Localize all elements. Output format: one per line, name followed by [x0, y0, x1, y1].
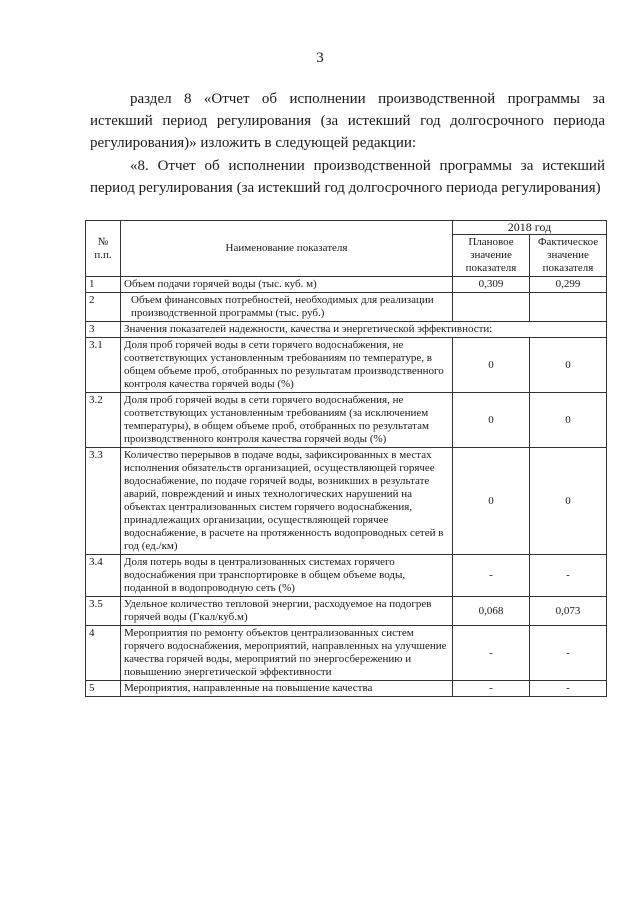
- row-section-title: Значения показателей надежности, качества и энергетической эффективности:: [121, 322, 607, 338]
- row-plan: [453, 293, 530, 322]
- row-name: Мероприятия по ремонту объектов централизованных систем горячего водоснабжения, мероприятий, направленных на улучшение качества горячей воды, мероприятий по энергосбережению и повышению энергетической эффективности: [121, 626, 453, 681]
- header-plan: Плановое значение показателя: [453, 235, 530, 277]
- row-num: 3.3: [86, 448, 121, 555]
- row-name: Объем подачи горячей воды (тыс. куб. м): [121, 277, 453, 293]
- row-fact: 0: [530, 338, 607, 393]
- row-plan: 0: [453, 448, 530, 555]
- row-plan: 0,309: [453, 277, 530, 293]
- section-heading-paragraph: «8. Отчет об исполнении производственной программы за истекший период регулирования (за истекший год долгосрочного периода регулирования): [90, 158, 605, 196]
- report-table: [85, 220, 607, 697]
- row-fact: -: [530, 626, 607, 681]
- table-row: [86, 626, 607, 681]
- row-num: 3.4: [86, 555, 121, 597]
- row-num: 1: [86, 277, 121, 293]
- row-plan: -: [453, 555, 530, 597]
- row-fact: -: [530, 555, 607, 597]
- row-plan: -: [453, 681, 530, 697]
- row-num: 3: [86, 322, 121, 338]
- row-fact: 0: [530, 393, 607, 448]
- row-num: 2: [86, 293, 121, 322]
- row-num: 4: [86, 626, 121, 681]
- row-plan: 0,068: [453, 597, 530, 626]
- page-number: 3: [316, 50, 324, 66]
- table-row: [86, 322, 607, 338]
- table-row: [86, 681, 607, 697]
- row-name: Доля потерь воды в централизованных системах горячего водоснабжения при транспортировке в общем объеме воды, поданной в водопроводную сеть (%): [121, 555, 453, 597]
- row-num: 3.2: [86, 393, 121, 448]
- table-row: [86, 338, 607, 393]
- row-plan: 0: [453, 338, 530, 393]
- row-fact: [530, 293, 607, 322]
- row-num: 5: [86, 681, 121, 697]
- header-fact: Фактическое значение показателя: [530, 235, 607, 277]
- table-row: [86, 293, 607, 322]
- header-year: 2018 год: [453, 221, 607, 235]
- header-name: Наименование показателя: [121, 221, 453, 277]
- table-row: [86, 448, 607, 555]
- header-num: № п.п.: [86, 221, 121, 277]
- row-plan: 0: [453, 393, 530, 448]
- row-fact: 0,073: [530, 597, 607, 626]
- table-row: [86, 393, 607, 448]
- row-name: Доля проб горячей воды в сети горячего водоснабжения, не соответствующих установленным требованиям (за исключением температуры), в общем объеме проб, отобранных по результатам производственного контроля качества горячей воды (%): [121, 393, 453, 448]
- table-header-row: [86, 221, 607, 235]
- table-row: [86, 555, 607, 597]
- table-row: [86, 597, 607, 626]
- intro-paragraph: раздел 8 «Отчет об исполнении производственной программы за истекший период регулирования (за истекший год долгосрочного периода регулирования)» изложить в следующей редакции:: [90, 91, 605, 151]
- row-name: Мероприятия, направленные на повышение качества: [121, 681, 453, 697]
- row-fact: 0,299: [530, 277, 607, 293]
- row-name: Объем финансовых потребностей, необходимых для реализации производственной программы (тыс. руб.): [121, 293, 453, 322]
- table-row: [86, 277, 607, 293]
- row-num: 3.5: [86, 597, 121, 626]
- row-name: Доля проб горячей воды в сети горячего водоснабжения, не соответствующих установленным требованиям по температуре, в общем объеме проб, отобранных по результатам производственного контроля качества горячей воды (%): [121, 338, 453, 393]
- row-num: 3.1: [86, 338, 121, 393]
- row-fact: 0: [530, 448, 607, 555]
- row-name: Удельное количество тепловой энергии, расходуемое на подогрев горячей воды (Гкал/куб.м): [121, 597, 453, 626]
- row-plan: -: [453, 626, 530, 681]
- row-name: Количество перерывов в подаче воды, зафиксированных в местах исполнения обязательств организацией, осуществляющей горячее водоснабжение, по подаче горячей воды, возникших в результате аварий, повреждений и иных технологических нарушений на объектах централизованных систем горячего водоснабжения, принадлежащих организации, осуществляющей горячее водоснабжение, в расчете на протяженность водопроводных сетей в год (ед./км): [121, 448, 453, 555]
- row-fact: -: [530, 681, 607, 697]
